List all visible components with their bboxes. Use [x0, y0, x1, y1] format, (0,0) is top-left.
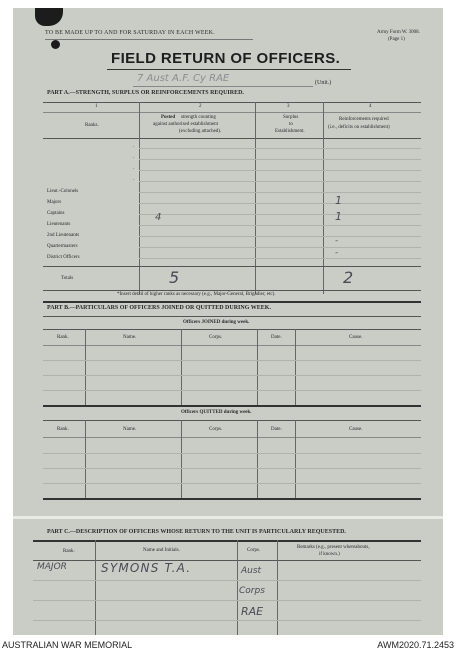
- part-a-header-rule: [43, 138, 421, 139]
- row-rule: [139, 236, 421, 237]
- reinf-handwritten-mark: 1: [335, 210, 342, 223]
- reinf-handwritten-mark: -: [335, 236, 339, 246]
- row-rule: [139, 192, 421, 193]
- archive-footer: [0, 638, 456, 653]
- row-rule: [139, 203, 421, 204]
- rank-label: Majors: [47, 200, 62, 205]
- part-c-header-rule: [33, 560, 421, 561]
- part-c-row-rule: [33, 620, 421, 621]
- posted-header-3: (excluding attached).: [179, 129, 222, 134]
- quitted-row-rule: [43, 468, 421, 469]
- part-a-top-rule: [43, 102, 421, 103]
- total-reinf: 2: [343, 268, 354, 287]
- part-c-row-rule: [33, 580, 421, 581]
- rank-label: District Officers: [47, 255, 80, 260]
- quitted-row-rule: [43, 453, 421, 454]
- rank-label: Lieutenants: [47, 222, 71, 227]
- quitted-row-rule: [43, 483, 421, 484]
- row-rule: [139, 247, 421, 248]
- part-c-corps-entry-1: Aust: [241, 566, 262, 576]
- joined-divider: [257, 329, 258, 405]
- row-rule: [139, 225, 421, 226]
- part-c-heading: PART C.—DESCRIPTION OF OFFICERS WHOSE RETURN TO THE UNIT IS PARTICULARLY REQUESTED.: [47, 529, 346, 535]
- quitted-col-rank: Rank.: [57, 427, 69, 432]
- rank-label: 2nd Lieutenants: [47, 233, 80, 238]
- joined-col-date: Date.: [271, 335, 282, 340]
- reinf-handwritten-mark: -: [335, 248, 339, 258]
- joined-title: Officers JOINED during week.: [183, 320, 250, 325]
- part-c-col-name: Name and Initials.: [143, 548, 180, 553]
- quitted-title: Officers QUITTED during week.: [181, 410, 252, 415]
- leader-dots: .: [133, 166, 135, 171]
- leader-dots: .: [133, 155, 135, 160]
- form-title: FIELD RETURN OF OFFICERS.: [111, 50, 341, 67]
- joined-col-rank: Rank.: [57, 335, 69, 340]
- part-b-top-rule: [43, 316, 421, 317]
- joined-divider: [85, 329, 86, 405]
- row-rule: [139, 159, 421, 160]
- col-number-rule: [43, 112, 421, 113]
- part-b-end-rule: [43, 498, 421, 500]
- row-rule: [139, 170, 421, 171]
- rank-label: Quartermasters: [47, 244, 78, 249]
- title-underline: [107, 69, 351, 70]
- surplus-header-1: Surplus: [283, 115, 299, 120]
- posted-header-2: against authorised establishment: [153, 122, 218, 127]
- joined-divider: [295, 329, 296, 405]
- joined-row-rule: [43, 390, 421, 391]
- quitted-divider: [295, 420, 296, 498]
- paper-fold: [13, 516, 443, 519]
- unit-handwritten: 7 Aust A.F. Cy RAE: [137, 73, 230, 84]
- part-c-col-rank: Rank.: [63, 549, 75, 554]
- reinf-header-1: Reinforcements required: [339, 117, 389, 122]
- unit-line: [133, 86, 313, 87]
- part-c-top-rule: [33, 540, 421, 542]
- totals-top-rule: [43, 266, 421, 267]
- form-sheet: [13, 8, 443, 635]
- quitted-divider: [85, 420, 86, 498]
- surplus-header-2: to: [289, 122, 293, 127]
- reinf-header-2: (i.e., deficits on establishment): [328, 125, 390, 130]
- rank-label: Captains: [47, 211, 65, 216]
- tear-mark: [35, 8, 63, 26]
- part-c-corps-entry-3: RAE: [241, 605, 264, 618]
- part-a-heading: PART A.—STRENGTH, SURPLUS OR REINFORCEMENTS REQUIRED.: [47, 90, 244, 96]
- surplus-header-3: Establishment.: [275, 129, 305, 134]
- part-c-rank-entry: MAJOR: [37, 562, 67, 572]
- part-c-col-corps: Corps.: [247, 548, 261, 553]
- col-number-1: 1: [95, 104, 98, 109]
- joined-row-rule: [43, 375, 421, 376]
- total-posted: 5: [169, 268, 180, 287]
- totals-bottom-rule: [43, 290, 421, 291]
- part-c-col-remarks-2: if known.): [319, 552, 340, 557]
- row-rule: [139, 148, 421, 149]
- quitted-col-cause: Cause.: [349, 427, 363, 432]
- row-rule: [139, 258, 421, 259]
- part-a-end-rule: [43, 301, 421, 303]
- quitted-col-date: Date.: [271, 427, 282, 432]
- row-rule: [139, 214, 421, 215]
- part-c-name-entry: SYMONS T.A.: [101, 561, 192, 575]
- quitted-divider: [257, 420, 258, 498]
- joined-col-cause: Cause.: [349, 335, 363, 340]
- quitted-col-corps: Corps.: [209, 427, 223, 432]
- joined-title-rule: [43, 329, 421, 330]
- page-reference: (Page 1): [388, 37, 405, 42]
- instruction-text: TO BE MADE UP TO AND FOR SATURDAY IN EACH WEEK.: [45, 30, 215, 36]
- ranks-header: Ranks.: [85, 123, 99, 128]
- reinf-handwritten-mark: 1: [335, 194, 342, 207]
- col-number-4: 4: [369, 104, 372, 109]
- joined-col-name: Name.: [123, 335, 137, 340]
- part-c-corps-entry-2: Corps: [239, 586, 265, 596]
- joined-row-rule: [43, 360, 421, 361]
- quitted-title-rule: [43, 420, 421, 421]
- leader-dots: .: [133, 144, 135, 149]
- punch-hole: [51, 40, 60, 49]
- quitted-col-name: Name.: [123, 427, 137, 432]
- rank-label: Lieut.-Colonels: [47, 189, 79, 194]
- row-rule: [139, 181, 421, 182]
- joined-header-rule: [43, 345, 421, 346]
- part-b-heading: PART B.—PARTICULARS OF OFFICERS JOINED OR QUITTED DURING WEEK.: [47, 305, 271, 311]
- part-c-col-remarks-1: Remarks (e.g., present whereabouts,: [297, 545, 370, 550]
- posted-handwritten-mark: 4: [155, 212, 162, 223]
- archive-reference: AWM2020.71.2453: [377, 640, 454, 650]
- part-a-footnote: *Insert detail of higher ranks as necessary (e.g., Major-General, Brigadier, etc).: [117, 292, 276, 297]
- col-number-3: 3: [287, 104, 290, 109]
- unit-label: (Unit.): [315, 80, 332, 86]
- quitted-header-rule: [43, 437, 421, 438]
- posted-header-1: strength counting: [181, 115, 216, 120]
- totals-label: Totals: [61, 276, 74, 281]
- joined-end-rule: [43, 405, 421, 407]
- part-c-row-rule: [33, 600, 421, 601]
- posted-header-bold: Posted: [161, 115, 176, 120]
- col-number-2: 2: [199, 104, 202, 109]
- quitted-divider: [181, 420, 182, 498]
- joined-divider: [181, 329, 182, 405]
- form-reference: Army Form W. 3008.: [377, 30, 420, 35]
- instruction-underline: [45, 39, 253, 40]
- joined-col-corps: Corps.: [209, 335, 223, 340]
- archive-name: AUSTRALIAN WAR MEMORIAL: [2, 640, 133, 650]
- leader-dots: .: [133, 177, 135, 182]
